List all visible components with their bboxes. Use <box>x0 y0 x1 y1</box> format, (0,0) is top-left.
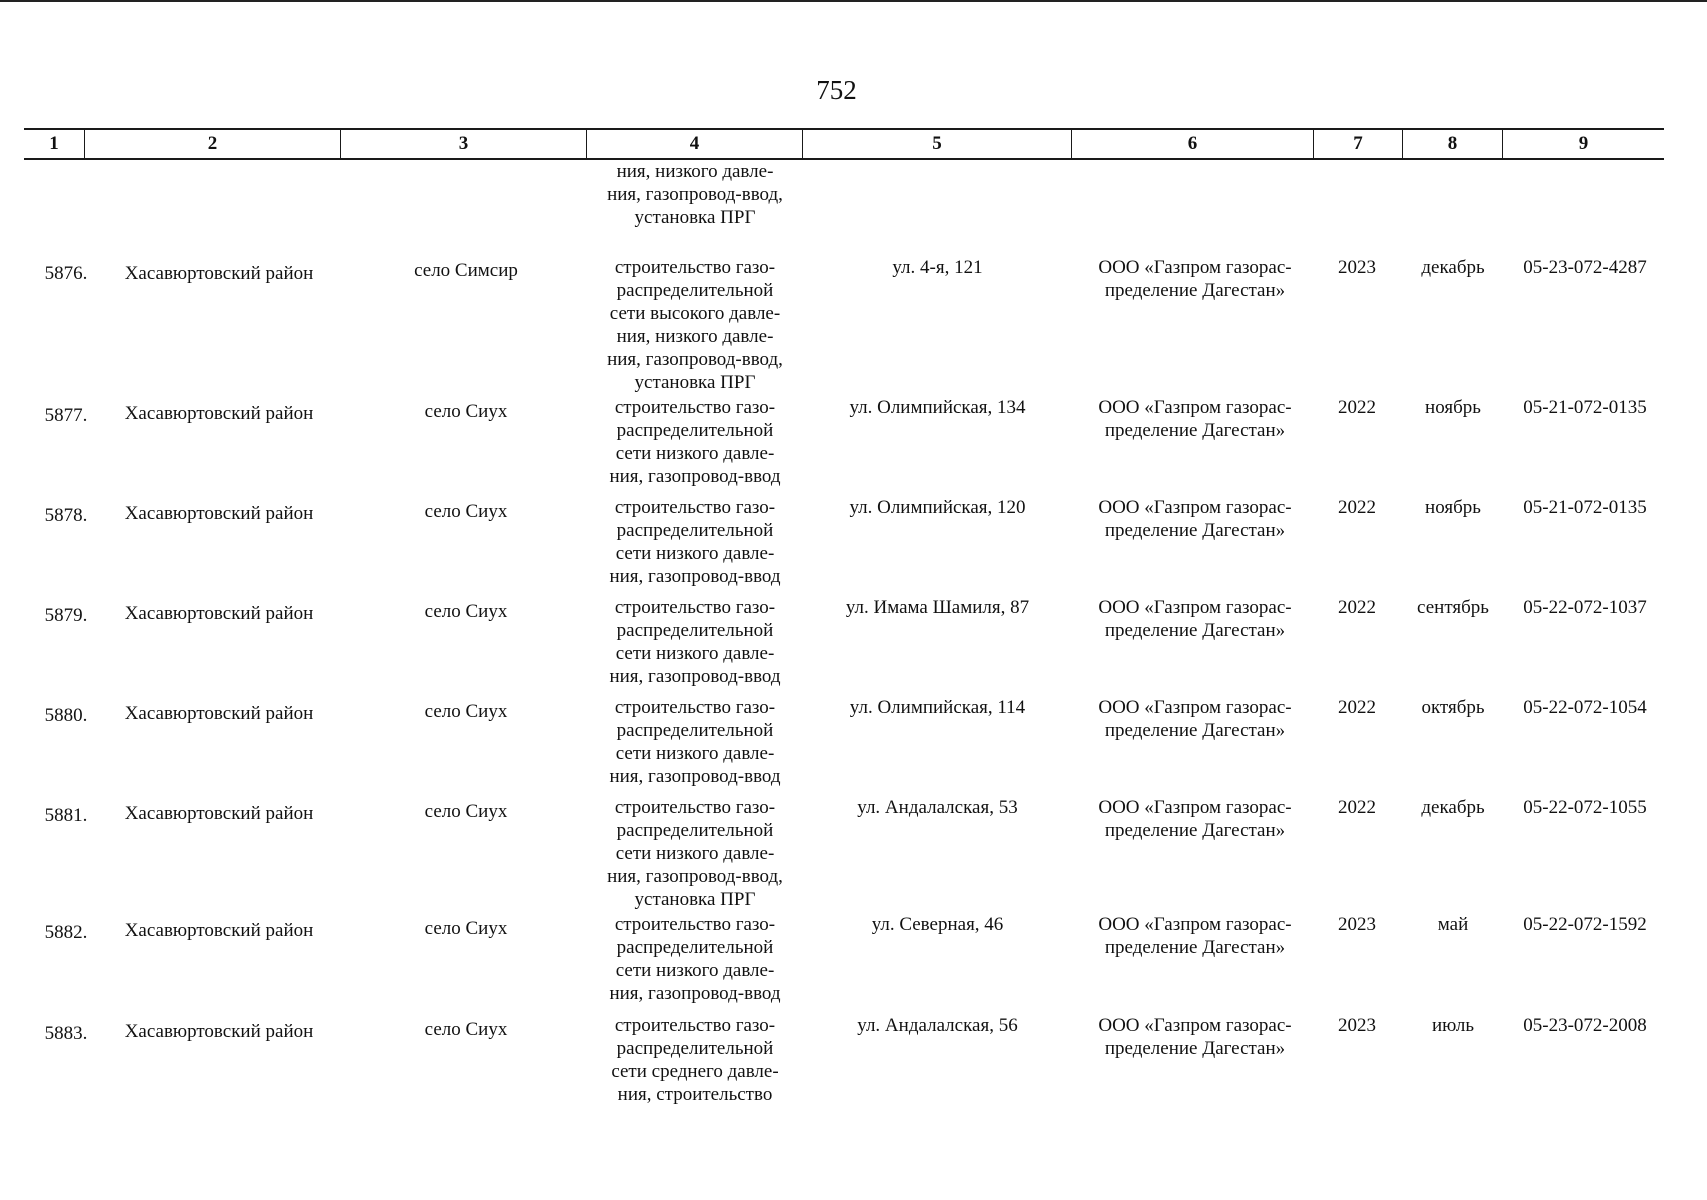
header-col-6: 6 <box>1071 130 1313 158</box>
row-address: ул. 4-я, 121 <box>892 257 983 278</box>
row-address: ул. Северная, 46 <box>871 914 1004 935</box>
row-locality: село Сиух <box>424 701 508 722</box>
row-number: 5879. <box>44 605 88 626</box>
row-address: ул. Имама Шамиля, 87 <box>845 597 1030 618</box>
header-col-1: 1 <box>49 133 59 154</box>
row-work: строительство газо- распределительной сети низкого давле- ния, газопровод-ввод <box>609 597 781 687</box>
row-organization: ООО «Газпром газорас- пределение Дагестан» <box>1098 397 1292 441</box>
row-code: 05-21-072-0135 <box>1523 497 1647 518</box>
row-organization: ООО «Газпром газорас- пределение Дагестан» <box>1098 697 1292 741</box>
row-work: строительство газо- распределительной сети низкого давле- ния, газопровод-ввод <box>609 397 781 487</box>
header-col-2: 2 <box>84 130 340 158</box>
row-work: строительство газо- распределительной сети низкого давле- ния, газопровод-ввод, установка ПРГ <box>607 797 783 910</box>
row-district: Хасавюртовский район <box>124 1021 314 1042</box>
row-number: 5883. <box>44 1023 88 1044</box>
row-code: 05-22-072-1592 <box>1523 914 1647 935</box>
row-district: Хасавюртовский район <box>124 920 314 941</box>
row-code: 05-23-072-2008 <box>1523 1015 1647 1036</box>
row-month: сентябрь <box>1417 597 1489 618</box>
row-district: Хасавюртовский район <box>124 803 314 824</box>
row-month: октябрь <box>1421 697 1485 718</box>
row-locality: село Сиух <box>424 801 508 822</box>
row-year: 2022 <box>1338 497 1376 518</box>
page-number: 752 <box>816 75 857 105</box>
header-col-5: 5 <box>802 130 1071 158</box>
row-locality: село Сиух <box>424 1019 508 1040</box>
row-work: строительство газо- распределительной сети низкого давле- ния, газопровод-ввод <box>609 914 781 1004</box>
row-year: 2023 <box>1338 914 1376 935</box>
header-col-8: 8 <box>1402 130 1502 158</box>
row-year: 2022 <box>1338 697 1376 718</box>
row-code: 05-22-072-1054 <box>1523 697 1647 718</box>
row-district: Хасавюртовский район <box>124 503 314 524</box>
row-work: строительство газо- распределительной сети низкого давле- ния, газопровод-ввод <box>609 697 781 787</box>
row-number: 5881. <box>44 805 88 826</box>
row-district: Хасавюртовский район <box>124 603 314 624</box>
row-work: строительство газо- распределительной сети низкого давле- ния, газопровод-ввод <box>609 497 781 587</box>
row-month: май <box>1437 914 1469 935</box>
row-month: ноябрь <box>1425 397 1481 418</box>
row-number: 5880. <box>44 705 88 726</box>
row-organization: ООО «Газпром газорас- пределение Дагестан» <box>1098 597 1292 641</box>
row-year: 2022 <box>1338 797 1376 818</box>
header-col-9: 9 <box>1502 130 1664 158</box>
row-organization: ООО «Газпром газорас- пределение Дагестан» <box>1098 257 1292 301</box>
table-header <box>24 128 1664 160</box>
header-col-7: 7 <box>1313 130 1402 158</box>
row-address: ул. Андалалская, 56 <box>857 1015 1018 1036</box>
row-code: 05-22-072-1055 <box>1523 797 1647 818</box>
continuation-text: ния, низкого давле- ния, газопровод-ввод, установка ПРГ <box>607 161 783 228</box>
row-organization: ООО «Газпром газорас- пределение Дагестан» <box>1098 497 1292 541</box>
row-number: 5876. <box>44 263 88 284</box>
header-col-3: 3 <box>340 130 586 158</box>
row-month: ноябрь <box>1425 497 1481 518</box>
row-number: 5882. <box>44 922 88 943</box>
row-locality: село Сиух <box>424 918 508 939</box>
row-number: 5878. <box>44 505 88 526</box>
row-code: 05-22-072-1037 <box>1523 597 1647 618</box>
row-district: Хасавюртовский район <box>124 403 314 424</box>
header-col-4: 4 <box>586 130 802 158</box>
row-year: 2022 <box>1338 397 1376 418</box>
row-address: ул. Олимпийская, 134 <box>849 397 1026 418</box>
row-address: ул. Олимпийская, 114 <box>849 697 1026 718</box>
row-organization: ООО «Газпром газорас- пределение Дагестан» <box>1098 914 1292 958</box>
row-locality: село Сиух <box>424 601 508 622</box>
row-month: декабрь <box>1421 797 1485 818</box>
row-year: 2023 <box>1338 1015 1376 1036</box>
row-month: декабрь <box>1421 257 1485 278</box>
row-locality: село Сиух <box>424 401 508 422</box>
row-organization: ООО «Газпром газорас- пределение Дагестан» <box>1098 797 1292 841</box>
row-locality: село Сиух <box>424 501 508 522</box>
row-year: 2022 <box>1338 597 1376 618</box>
row-code: 05-21-072-0135 <box>1523 397 1647 418</box>
row-address: ул. Олимпийская, 120 <box>849 497 1026 518</box>
scan-edge-line <box>0 0 1707 2</box>
row-work: строительство газо- распределительной сети среднего давле- ния, строительство <box>611 1015 779 1105</box>
row-month: июль <box>1431 1015 1475 1036</box>
row-district: Хасавюртовский район <box>124 703 314 724</box>
row-code: 05-23-072-4287 <box>1523 257 1647 278</box>
row-locality: село Симсир <box>414 260 518 281</box>
row-address: ул. Андалалская, 53 <box>857 797 1018 818</box>
row-district: Хасавюртовский район <box>124 263 314 284</box>
row-organization: ООО «Газпром газорас- пределение Дагестан» <box>1098 1015 1292 1059</box>
row-number: 5877. <box>44 405 88 426</box>
row-year: 2023 <box>1338 257 1376 278</box>
row-work: строительство газо- распределительной сети высокого давле- ния, низкого давле- ния, газопровод-ввод, установка ПРГ <box>607 257 783 393</box>
